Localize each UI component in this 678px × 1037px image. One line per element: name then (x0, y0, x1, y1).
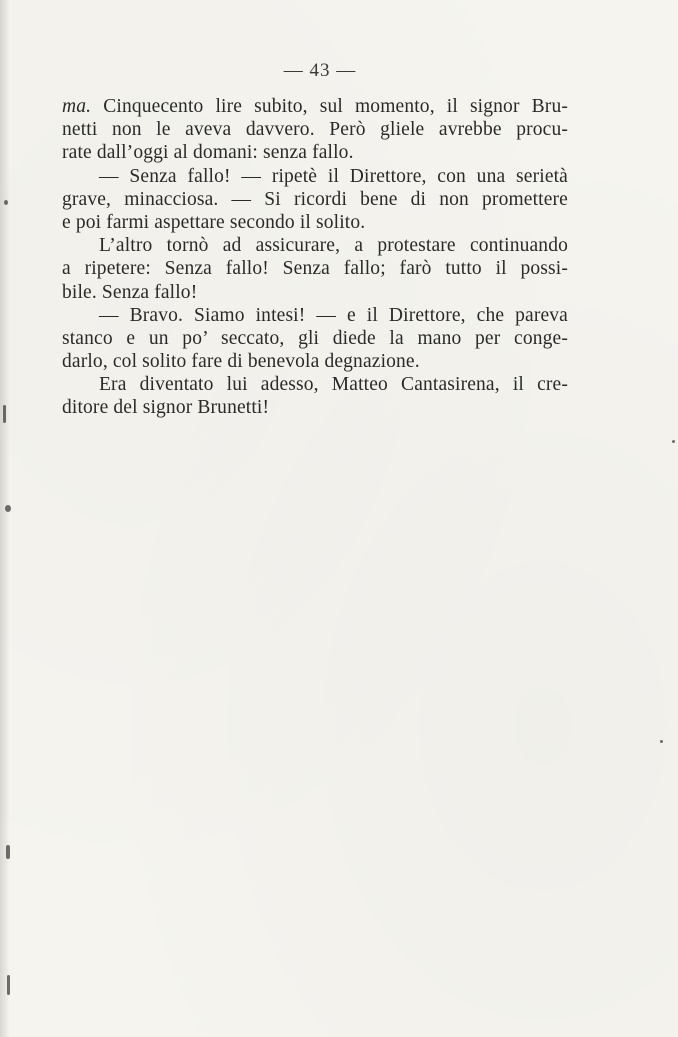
text-line (62, 95, 568, 118)
text-line: L’altro tornò ad assicurare, a protestare continuando (99, 235, 568, 257)
text-run: Cinquecento lire subito, sul momento, il signor Bru- (91, 96, 568, 117)
text-line: grave, minacciosa. — Si ricordi bene di non promettere (62, 188, 568, 210)
text-line: e poi farmi aspettare secondo il solito. (62, 211, 366, 233)
text-line: ditore del signor Brunetti! (62, 397, 270, 419)
ink-speck (660, 740, 663, 743)
page-number: — 43 — (283, 60, 357, 81)
ink-speck (6, 845, 10, 859)
text-line: Era diventato lui adesso, Matteo Cantasirena, il cre- (99, 374, 568, 396)
text-line: netti non le aveva davvero. Però gliele avrebbe procu- (62, 119, 568, 141)
text-line: a ripetere: Senza fallo! Senza fallo; farò tutto il possi- (62, 258, 568, 280)
paragraph (62, 304, 568, 374)
paragraph (62, 234, 568, 304)
page-binding-shadow (0, 0, 10, 1037)
text-line: darlo, col solito fare di benevola degnazione. (62, 351, 420, 373)
ink-speck (4, 200, 8, 205)
text-line: stanco e un po’ seccato, gli diede la mano per conge- (62, 327, 568, 349)
paragraph (62, 373, 568, 419)
text-line: bile. Senza fallo! (62, 281, 198, 303)
ink-speck (7, 975, 10, 995)
italic-text: ma. (62, 96, 92, 117)
body-text (62, 95, 568, 420)
paragraph (62, 95, 568, 165)
ink-speck (5, 505, 11, 512)
text-line: rate dall’oggi al domani: senza fallo. (62, 142, 354, 164)
ink-speck (3, 405, 6, 423)
text-line: — Bravo. Siamo intesi! — e il Direttore, che pareva (99, 304, 568, 326)
paragraph (62, 165, 568, 235)
text-line: — Senza fallo! — ripetè il Direttore, con una serietà (99, 165, 568, 187)
ink-speck (672, 440, 675, 443)
